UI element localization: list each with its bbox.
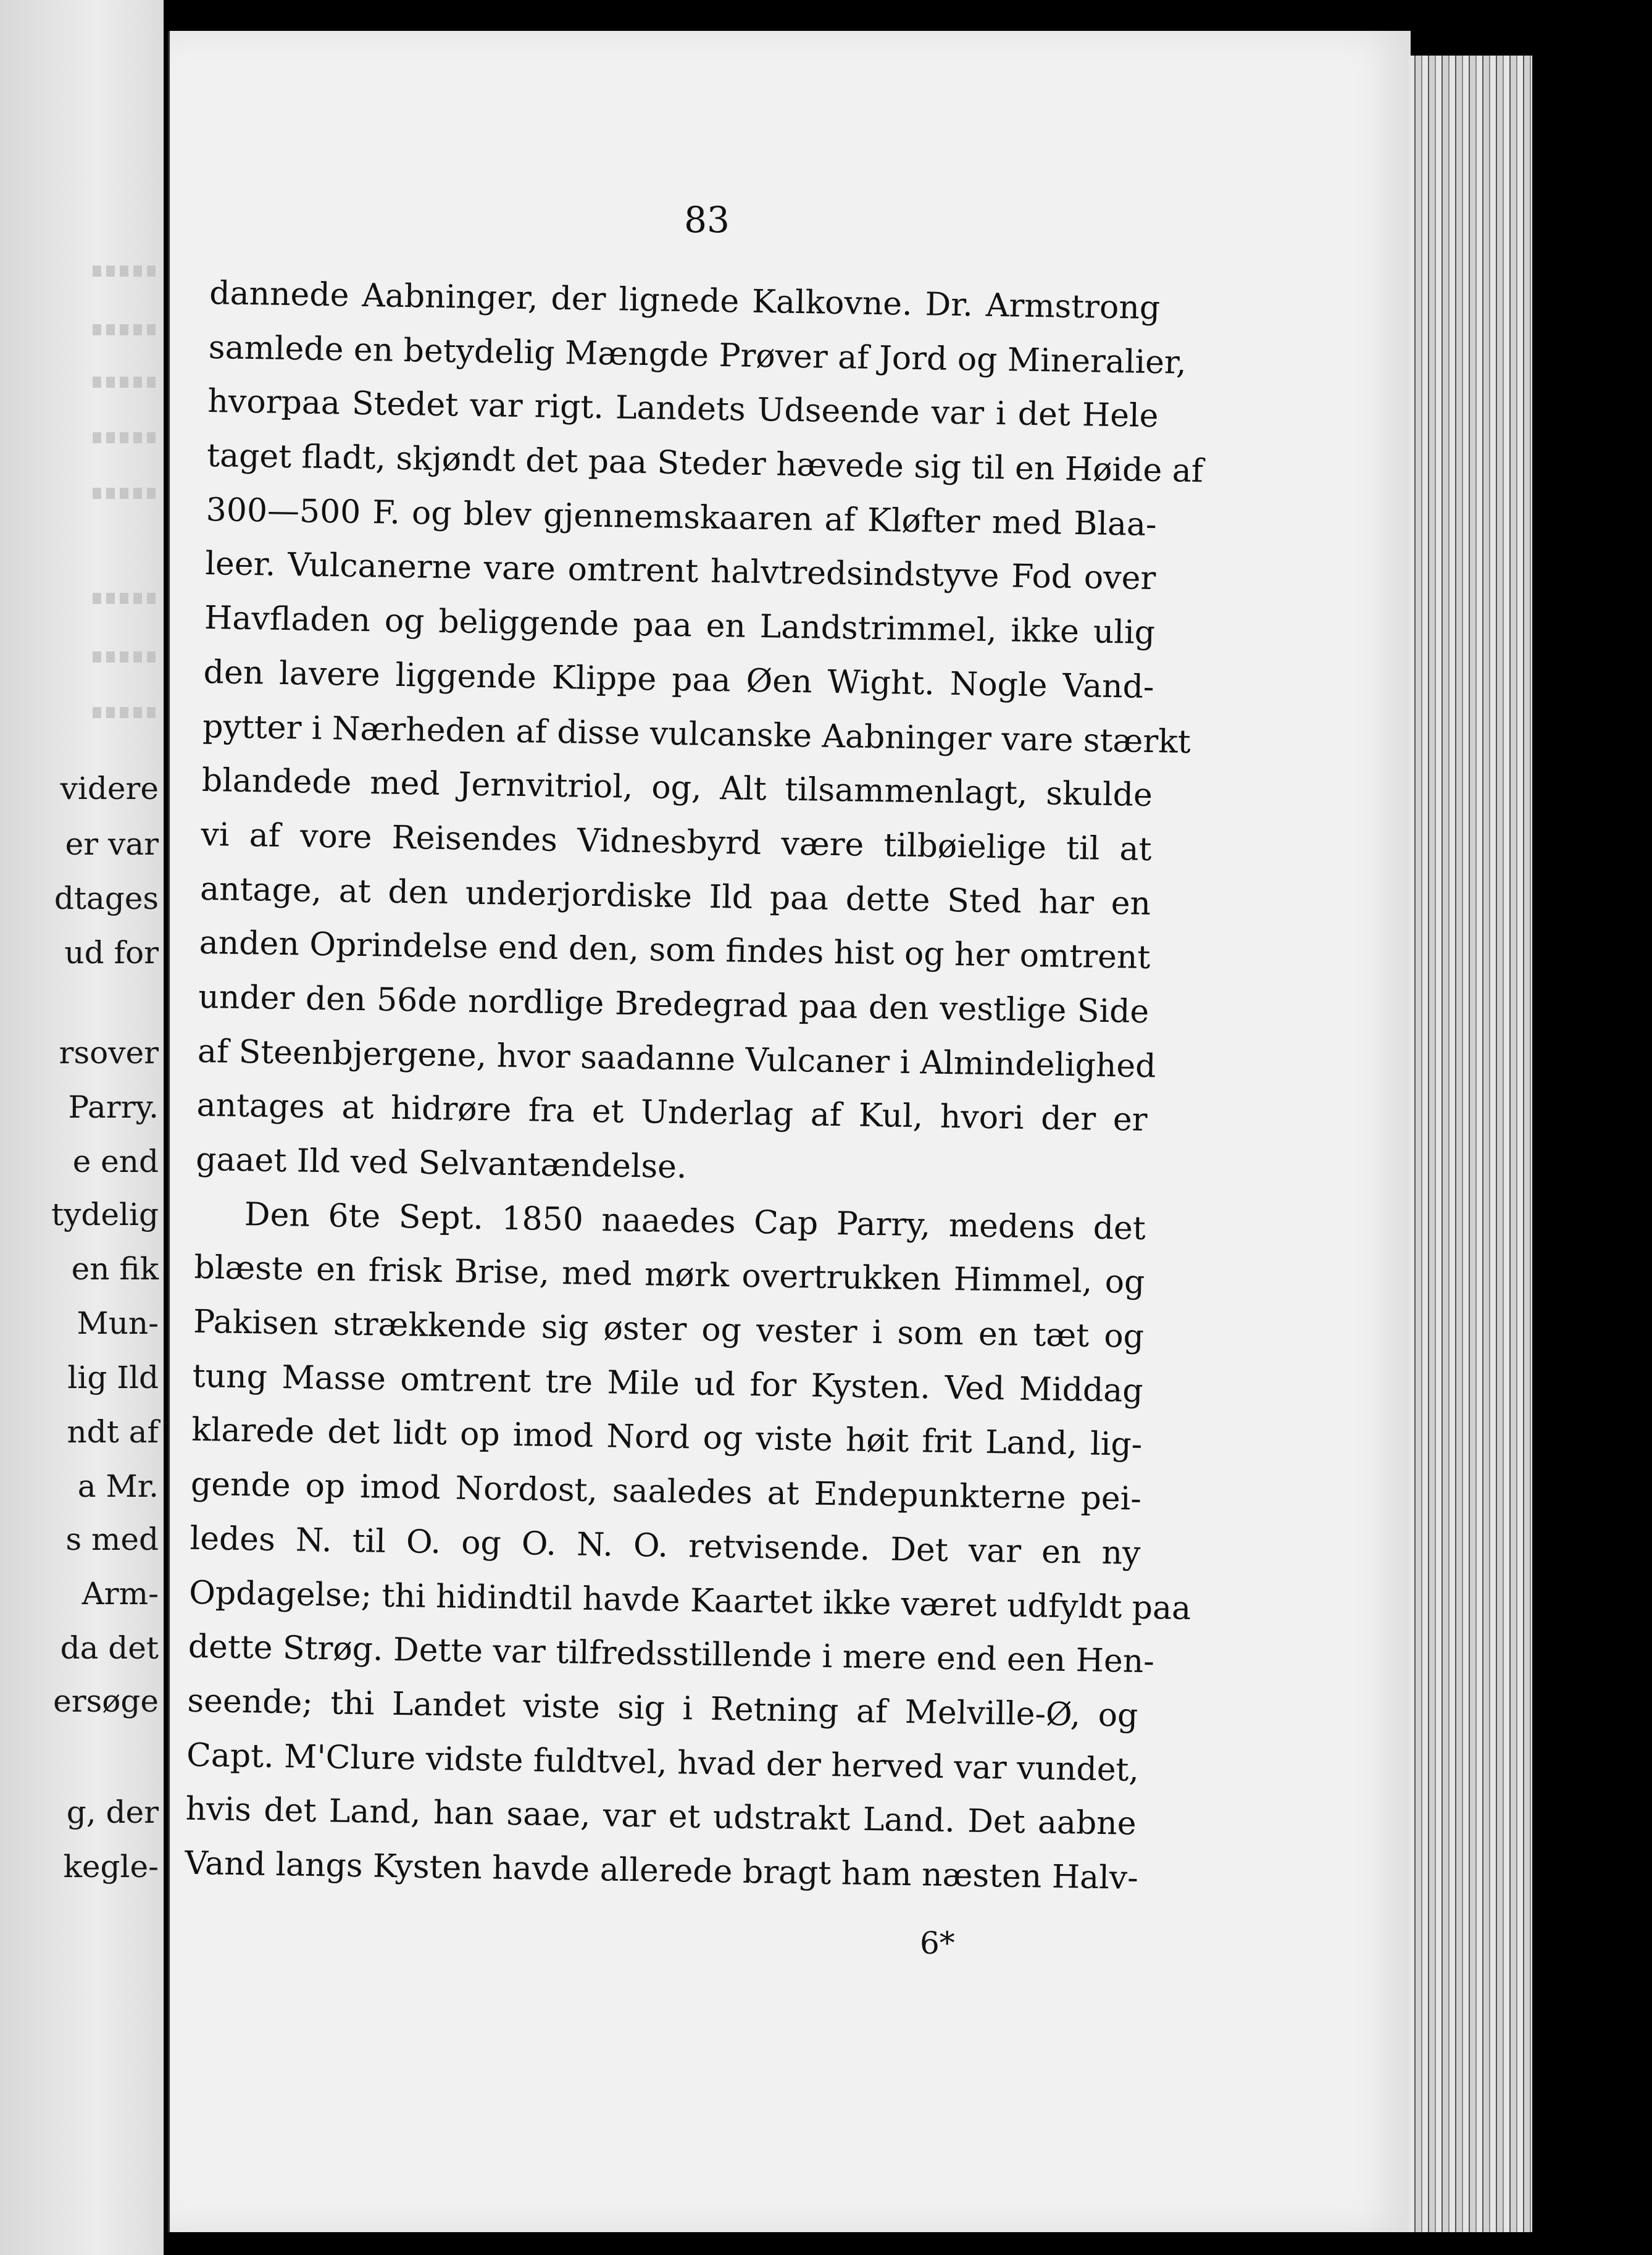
body-text (184, 267, 1204, 1906)
left-fragment: Parry. (68, 1089, 159, 1125)
faint-show-through (93, 488, 161, 499)
text-line: hvis det Land, han saae, var et udstrakt Land. Det aabne (185, 1790, 1137, 1843)
text-line: antage, at den underjordiske Ild paa dette Sted har en (199, 870, 1151, 922)
text-line: Vand langs Kysten havde allerede bragt ham næsten Halv- (184, 1844, 1139, 1897)
left-fragment: Arm- (81, 1576, 159, 1612)
left-fragment: lig Ild (67, 1360, 159, 1395)
text-line: antages at hidrøre fra et Underlag af Kul, hvori der er (196, 1087, 1148, 1139)
text-line: Opdagelse; thi hidindtil havde Kaartet ikke været udfyldt paa (188, 1574, 1191, 1627)
left-fragment: tydelig (51, 1197, 159, 1232)
text-line: leer. Vulcanerne vare omtrent halvtredsindstyve Fod over (204, 545, 1156, 598)
faint-show-through (93, 266, 161, 277)
left-fragment: er var (65, 826, 159, 862)
page-number: 83 (684, 199, 730, 241)
left-fragment: ndt af (67, 1414, 159, 1450)
faint-show-through (93, 651, 161, 663)
text-line: Pakisen strækkende sig øster og vester i som en tæt og (193, 1303, 1145, 1356)
left-fragment: en fik (71, 1251, 159, 1287)
left-fragment: ud for (64, 935, 159, 971)
text-line: dette Strøg. Dette var tilfredsstillende i mere end een Hen- (188, 1628, 1155, 1681)
left-fragment: dtages (54, 881, 159, 916)
text-line: hvorpaa Stedet var rigt. Landets Udseende var i det Hele (207, 383, 1159, 435)
left-fragment: ersøge (53, 1683, 159, 1719)
text-line: vi af vore Reisendes Vidnesbyrd være tilbøielige til at (201, 816, 1152, 868)
text-line: seende; thi Landet viste sig i Retning af Melville-Ø, og (187, 1682, 1138, 1734)
text-line: dannede Aabninger, der lignede Kalkovne. Dr. Armstrong (209, 274, 1161, 327)
text-line: blandede med Jernvitriol, og, Alt tilsammenlagt, skulde (201, 762, 1153, 814)
left-fragment: a Mr. (77, 1468, 159, 1504)
left-fragment: videre (60, 771, 159, 806)
text-line: Capt. M'Clure vidste fuldtvel, hvad der herved var vundet, (186, 1736, 1140, 1789)
left-fragment: g, der (66, 1794, 159, 1830)
text-line: under den 56de nordlige Bredegrad paa den vestlige Side (198, 978, 1149, 1031)
left-fragment: e end (72, 1144, 159, 1179)
text-line: tung Masse omtrent tre Mile ud for Kysten. Ved Middag (192, 1357, 1144, 1410)
page-block-edges (1409, 56, 1532, 2232)
faint-show-through (93, 432, 161, 443)
text-line: anden Oprindelse end den, som findes hist og her omtrent (199, 924, 1151, 977)
text-line: samlede en betydelig Mængde Prøver af Jord og Mineralier, (208, 328, 1187, 382)
faint-show-through (93, 593, 161, 604)
text-line: 300—500 F. og blev gjennemskaaren af Kløfter med Blaa- (206, 491, 1158, 543)
text-line: Den 6te Sept. 1850 naaedes Cap Parry, medens det (244, 1195, 1146, 1247)
signature-mark: 6* (920, 1925, 955, 1961)
left-fragment: kegle- (63, 1849, 159, 1885)
text-line: taget fladt, skjøndt det paa Steder hævede sig til en Høide af (206, 437, 1204, 490)
left-fragment: s med (65, 1521, 159, 1557)
faint-show-through (93, 707, 161, 718)
left-fragment: rsover (59, 1035, 159, 1071)
text-line: Havfladen og beliggende paa en Landstrimmel, ikke ulig (204, 600, 1156, 652)
left-fragment: Mun- (77, 1305, 159, 1341)
faint-show-through (93, 377, 161, 388)
text-line: gende op imod Nordost, saaledes at Endepunkterne pei- (190, 1465, 1142, 1518)
text-line: klarede det lidt op imod Nord og viste høit frit Land, lig- (191, 1412, 1143, 1464)
left-page-edge (0, 0, 164, 2255)
text-line: af Steenbjergene, hvor saadanne Vulcaner i Almindelighed (197, 1032, 1156, 1085)
left-fragment: da det (60, 1630, 159, 1666)
faint-show-through (93, 324, 161, 335)
text-line: pytter i Nærheden af disse vulcanske Aabninger vare stærkt (202, 708, 1191, 761)
text-line: gaaet Ild ved Selvantændelse. (195, 1140, 687, 1186)
text-line: den lavere liggende Klippe paa Øen Wight. Nogle Vand- (203, 653, 1154, 706)
text-line: blæste en frisk Brise, med mørk overtrukken Himmel, og (194, 1249, 1145, 1302)
text-line: ledes N. til O. og O. N. O. retvisende. Det var en ny (190, 1520, 1141, 1572)
